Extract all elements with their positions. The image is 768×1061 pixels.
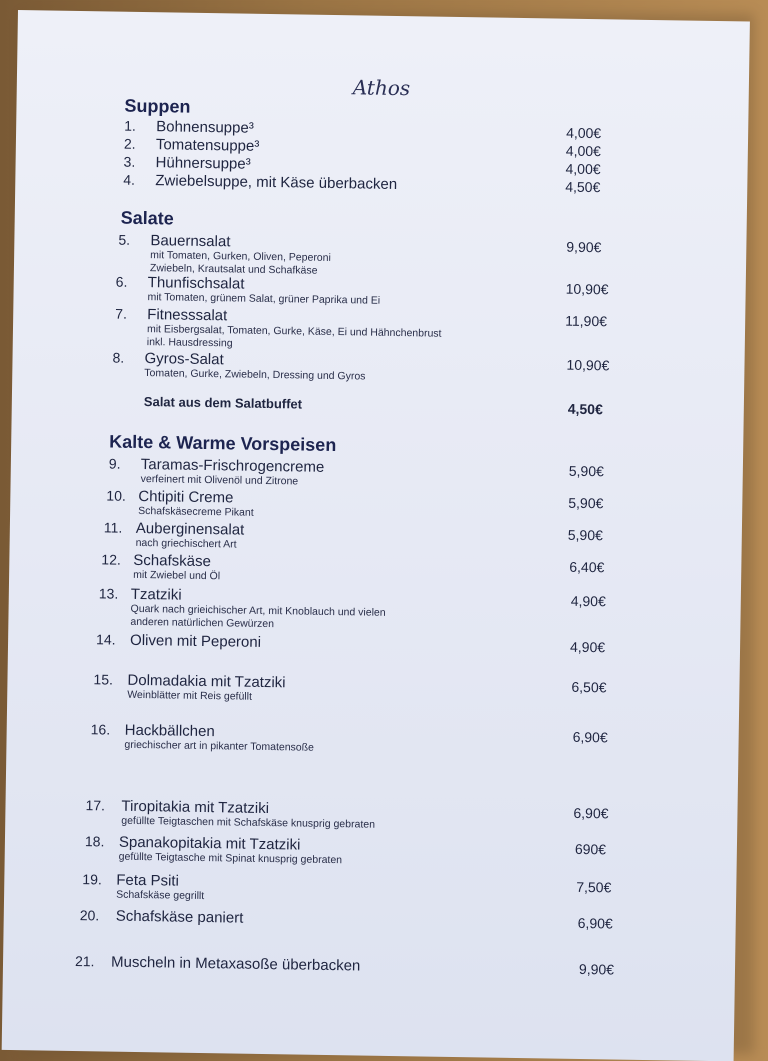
item-name: Bauernsalat: [150, 232, 231, 251]
item-number: 11.: [103, 519, 123, 536]
item-price: 6,40€: [569, 558, 605, 576]
item-name: Auberginensalat: [135, 519, 245, 539]
item-number: 14.: [95, 631, 116, 648]
item-number: 4.: [123, 171, 136, 188]
item-price: 4,00€: [565, 142, 602, 160]
item-number: 3.: [123, 153, 136, 170]
item-description: gefüllte Teigtasche mit Spinat knusprig gebraten: [118, 850, 343, 867]
item-name-block: [141, 456, 325, 489]
item-number: 21.: [74, 953, 95, 970]
item-name-block: [147, 306, 442, 354]
item-price: 11,90€: [565, 312, 608, 330]
item-price: 6,90€: [573, 804, 609, 822]
item-description: griechischer art in pikanter Tomatensoße: [124, 738, 315, 754]
menu-item: [7, 720, 739, 754]
menu-item: [4, 870, 736, 903]
section-suppen: Suppen: [124, 95, 191, 117]
item-description: Weinblätter mit Reis gefüllt: [127, 688, 253, 703]
item-name: Oliven mit Peperoni: [129, 631, 262, 651]
item-price: 5,90€: [568, 462, 604, 480]
item-name-block: [121, 798, 375, 832]
item-price: 4,90€: [569, 638, 606, 656]
item-price: 690€: [574, 840, 607, 858]
item-name-block: [136, 520, 245, 552]
item-number: 13.: [98, 585, 119, 602]
item-number: 17.: [85, 797, 106, 814]
item-name: Schafskäse paniert: [115, 907, 244, 927]
item-name-block: [138, 488, 254, 520]
salatbuffet-row: [12, 392, 744, 418]
item-name-block: [133, 552, 220, 583]
item-number: 7.: [115, 305, 128, 322]
item-number: 16.: [90, 721, 111, 738]
item-name: Bohnensuppe³: [156, 118, 254, 137]
item-price: 9,90€: [566, 238, 602, 256]
item-price: 7,50€: [576, 878, 612, 896]
item-price: 5,90€: [568, 494, 604, 512]
item-description: anderen natürlichen Gewürzen: [130, 615, 275, 631]
menu-page: [2, 10, 750, 1061]
item-price: 9,90€: [578, 960, 615, 978]
item-price: 6,50€: [571, 678, 607, 696]
item-number: 15.: [93, 671, 114, 688]
menu-item: [15, 170, 747, 196]
item-number: 2.: [123, 135, 136, 152]
item-name: Schafskäse: [133, 551, 212, 571]
item-price: 10,90€: [565, 280, 609, 298]
item-description: Zwiebeln, Krautsalat und Schafkäse: [149, 262, 318, 277]
item-name-block: [147, 274, 380, 308]
item-number: 6.: [115, 273, 128, 290]
item-name: Thunfischsalat: [147, 274, 245, 293]
section-vorspeisen: Kalte & Warme Vorspeisen: [109, 431, 337, 456]
item-price: 6,90€: [577, 914, 613, 932]
item-number: 12.: [101, 551, 121, 568]
menu-item: [6, 796, 738, 831]
menu-item: [14, 272, 746, 307]
item-description: mit Tomaten, grünem Salat, grüner Paprika und Ei: [147, 291, 381, 307]
item-name-block: [144, 350, 366, 383]
menu-item: [15, 230, 747, 277]
item-price: 4,50€: [565, 178, 601, 196]
menu-item: [16, 116, 748, 142]
item-description: mit Zwiebel und Öl: [133, 568, 221, 583]
menu-item: [8, 670, 740, 703]
item-number: 1.: [124, 117, 137, 134]
menu-item: [10, 518, 742, 551]
item-name: Fitnesssalat: [147, 306, 228, 325]
menu-item: [4, 906, 736, 932]
menu-item: [10, 550, 742, 583]
menu-item: [3, 952, 735, 978]
item-description: Tomaten, Gurke, Zwiebeln, Dressing und Gyros: [144, 367, 366, 383]
item-name: Zwiebelsuppe, mit Käse überbacken: [155, 172, 398, 193]
item-description: Quark nach grieichischer Art, mit Knoblauch und vielen: [130, 602, 386, 619]
item-number: 18.: [84, 833, 105, 850]
section-salate: Salate: [120, 207, 174, 229]
item-price: 4,50€: [567, 400, 603, 418]
item-name-block: [127, 672, 286, 704]
item-name: Feta Psiti: [116, 871, 180, 890]
item-name: Hackbällchen: [124, 721, 215, 741]
item-price: 5,90€: [567, 526, 603, 544]
item-price: 6,90€: [572, 728, 608, 746]
item-name: Dolmadakia mit Tzatziki: [127, 671, 286, 692]
item-name: Salat aus dem Salatbuffet: [143, 394, 303, 412]
menu-item: [16, 152, 748, 178]
item-name-block: [130, 586, 386, 633]
item-name: Tzatziki: [130, 585, 182, 604]
item-price: 4,00€: [565, 160, 601, 178]
item-number: 9.: [108, 455, 121, 472]
item-name: Muscheln in Metaxasoße überbacken: [110, 953, 361, 975]
item-number: 19.: [82, 871, 102, 888]
menu-item: [9, 584, 741, 631]
menu-item: [11, 454, 743, 488]
item-price: 4,00€: [566, 124, 602, 142]
item-name: Hühnersuppe³: [155, 154, 251, 173]
item-description: mit Tomaten, Gurken, Oliven, Peperoni: [150, 249, 331, 264]
item-name-block: [124, 722, 314, 755]
item-description: gefüllte Teigtaschen mit Schafskäse knusprig gebraten: [121, 814, 376, 831]
item-name: Tomatensuppe³: [155, 136, 260, 155]
item-description: mit Eisbergsalat, Tomaten, Gurke, Käse, Ei und Hähnchenbrust: [146, 323, 442, 340]
restaurant-logo: Athos: [352, 75, 411, 101]
item-description: Schafskäse gegrillt: [116, 888, 205, 903]
item-price: 10,90€: [566, 356, 610, 374]
item-name: Tiropitakia mit Tzatziki: [121, 797, 270, 818]
item-name: Gyros-Salat: [144, 350, 224, 369]
item-number: 20.: [79, 907, 100, 924]
item-description: inkl. Hausdressing: [146, 336, 233, 350]
item-name: Taramas-Frischrogencreme: [140, 455, 325, 476]
menu-item: [16, 134, 748, 160]
item-number: 5.: [118, 231, 131, 248]
item-name: Spanakopitakia mit Tzatziki: [118, 833, 301, 854]
item-name-block: [150, 232, 331, 278]
item-name-block: [116, 872, 205, 903]
item-description: nach griechischert Art: [135, 536, 237, 551]
item-price: 4,90€: [570, 592, 606, 610]
menu-item: [11, 486, 743, 519]
item-description: verfeinert mit Olivenöl und Zitrone: [140, 472, 299, 488]
item-number: 10.: [106, 487, 126, 504]
item-name: Chtipiti Creme: [138, 487, 234, 507]
item-name-block: [119, 834, 343, 868]
menu-item: [5, 832, 737, 867]
item-number: 8.: [112, 349, 125, 366]
item-description: Schafskäsecreme Pikant: [138, 504, 254, 519]
